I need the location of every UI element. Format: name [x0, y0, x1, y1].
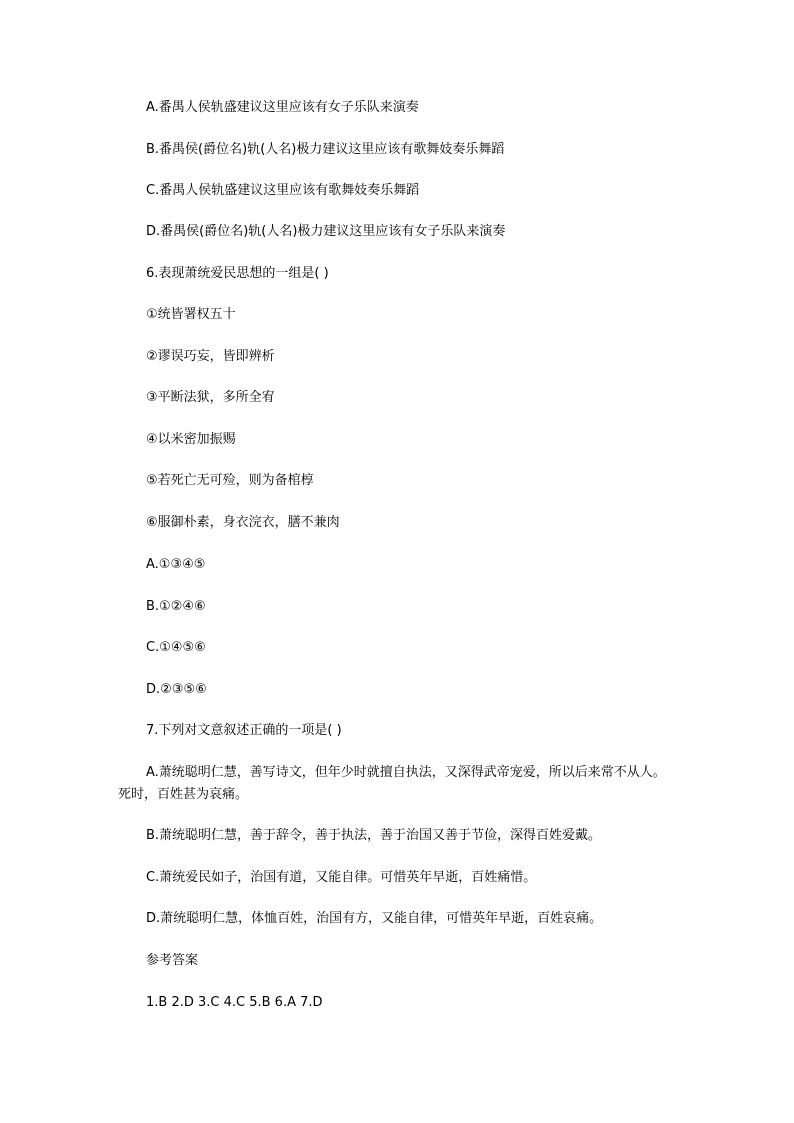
item-4-text: ④以米密加振赐 [146, 432, 236, 447]
item-3-text: ③平断法狱，多所全宥 [146, 390, 275, 405]
question-6-text: 6.表现萧统爱民思想的一组是( ) [146, 266, 329, 281]
option-6a-text: A.①③④⑤ [146, 557, 206, 572]
option-6d-text: D.②③⑤⑥ [146, 682, 207, 697]
item-2-text: ②谬误巧妄，皆即辨析 [146, 349, 275, 364]
option-7d-text: D.萧统聪明仁慧，体恤百姓，治国有方，又能自律，可惜英年早逝，百姓哀痛。 [146, 911, 603, 926]
option-6b-text: B.①②④⑥ [146, 599, 206, 614]
option-5d-text: D.番禺侯(爵位名)轨(人名)极力建议这里应该有女子乐队来演奏 [146, 224, 506, 239]
option-5b-text: B.番禺侯(爵位名)轨(人名)极力建议这里应该有歌舞妓奏乐舞蹈 [146, 142, 505, 157]
option-6c-text: C.①④⑤⑥ [146, 640, 206, 655]
item-5-text: ⑤若死亡无可殓，则为备棺椁 [146, 473, 314, 488]
item-6-text: ⑥服御朴素，身衣浣衣，膳不兼肉 [146, 515, 340, 530]
answer-heading-text: 参考答案 [146, 953, 199, 968]
option-5a-text: A.番禺人侯轨盛建议这里应该有女子乐队来演奏 [146, 100, 419, 115]
item-1-text: ①统皆署权五十 [146, 307, 236, 322]
option-7b-text: B.萧统聪明仁慧，善于辞令，善于执法，善于治国又善于节俭，深得百姓爱戴。 [146, 828, 602, 843]
question-7-text: 7.下列对文意叙述正确的一项是( ) [146, 723, 342, 738]
option-5c-text: C.番禺人侯轨盛建议这里应该有歌舞妓奏乐舞蹈 [146, 183, 420, 198]
option-7a: A.萧统聪明仁慧，善写诗文，但年少时就擅自执法，又深得武帝宠爱，所以后来常不从人。死时，百姓甚为哀痛。 [118, 765, 666, 802]
option-7c-text: C.萧统爱民如子，治国有道，又能自律。可惜英年早逝，百姓痛惜。 [146, 870, 537, 885]
answer-key-text: 1.B 2.D 3.C 4.C 5.B 6.A 7.D [146, 995, 323, 1010]
